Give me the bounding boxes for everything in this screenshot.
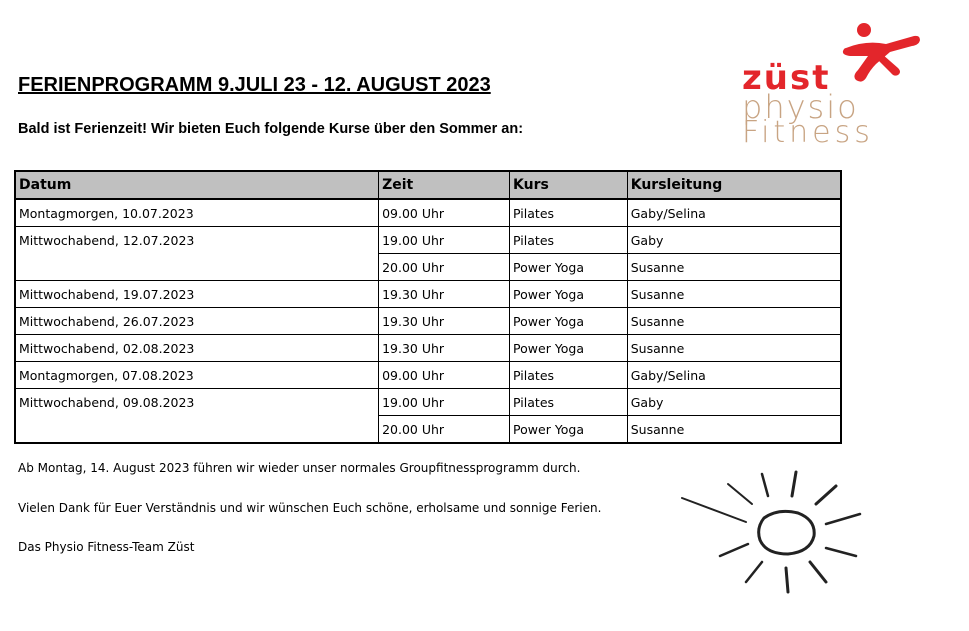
cell-course: Pilates bbox=[510, 227, 628, 254]
table-row bbox=[15, 254, 841, 281]
header-time: Zeit bbox=[379, 171, 510, 199]
header-instructor: Kursleitung bbox=[627, 171, 841, 199]
table-row bbox=[15, 199, 841, 227]
zuest-logo bbox=[738, 18, 938, 148]
table-row bbox=[15, 227, 841, 254]
header-date: Datum bbox=[15, 171, 379, 199]
table-row bbox=[15, 335, 841, 362]
cell-course: Pilates bbox=[510, 389, 628, 416]
cell-instructor: Susanne bbox=[627, 308, 841, 335]
logo-text-zuest: züst bbox=[742, 58, 831, 98]
cell-instructor: Gaby bbox=[627, 389, 841, 416]
course-schedule-table bbox=[14, 170, 842, 444]
logo-text-physio: physio bbox=[742, 88, 859, 126]
cell-time: 19.00 Uhr bbox=[379, 389, 510, 416]
cell-date: Montagmorgen, 10.07.2023 bbox=[15, 199, 379, 227]
cell-time: 20.00 Uhr bbox=[379, 416, 510, 444]
cell-date: Mittwochabend, 26.07.2023 bbox=[15, 308, 379, 335]
cell-time: 19.30 Uhr bbox=[379, 308, 510, 335]
cell-date bbox=[15, 254, 379, 281]
cell-course: Pilates bbox=[510, 199, 628, 227]
table-row bbox=[15, 281, 841, 308]
table-row bbox=[15, 389, 841, 416]
cell-time: 19.00 Uhr bbox=[379, 227, 510, 254]
cell-instructor: Gaby/Selina bbox=[627, 362, 841, 389]
cell-date: Mittwochabend, 09.08.2023 bbox=[15, 389, 379, 416]
cell-instructor: Susanne bbox=[627, 281, 841, 308]
table-row bbox=[15, 362, 841, 389]
cell-course: Power Yoga bbox=[510, 281, 628, 308]
page-title: FERIENPROGRAMM 9.JULI 23 - 12. AUGUST 2023 bbox=[18, 74, 491, 96]
cell-course: Power Yoga bbox=[510, 308, 628, 335]
cell-instructor: Susanne bbox=[627, 335, 841, 362]
cell-course: Power Yoga bbox=[510, 416, 628, 444]
cell-instructor: Gaby/Selina bbox=[627, 199, 841, 227]
cell-date bbox=[15, 416, 379, 444]
cell-time: 09.00 Uhr bbox=[379, 362, 510, 389]
cell-time: 20.00 Uhr bbox=[379, 254, 510, 281]
sun-sketch-icon bbox=[676, 458, 876, 598]
table-row bbox=[15, 308, 841, 335]
return-notice: Ab Montag, 14. August 2023 führen wir wieder unser normales Groupfitnessprogramm durch. bbox=[18, 461, 581, 475]
cell-date: Mittwochabend, 19.07.2023 bbox=[15, 281, 379, 308]
cell-course: Pilates bbox=[510, 362, 628, 389]
table-header-row bbox=[15, 171, 841, 199]
cell-date: Mittwochabend, 02.08.2023 bbox=[15, 335, 379, 362]
cell-course: Power Yoga bbox=[510, 335, 628, 362]
cell-date: Mittwochabend, 12.07.2023 bbox=[15, 227, 379, 254]
cell-date: Montagmorgen, 07.08.2023 bbox=[15, 362, 379, 389]
logo-figure-icon bbox=[836, 18, 926, 88]
cell-course: Power Yoga bbox=[510, 254, 628, 281]
cell-time: 19.30 Uhr bbox=[379, 335, 510, 362]
cell-instructor: Gaby bbox=[627, 227, 841, 254]
cell-time: 19.30 Uhr bbox=[379, 281, 510, 308]
logo-text-fitness: Fitness bbox=[742, 115, 874, 150]
cell-time: 09.00 Uhr bbox=[379, 199, 510, 227]
thanks-text: Vielen Dank für Euer Verständnis und wir wünschen Euch schöne, erholsame und sonnige Ferien. bbox=[18, 501, 602, 515]
header-course: Kurs bbox=[510, 171, 628, 199]
cell-instructor: Susanne bbox=[627, 416, 841, 444]
intro-text: Bald ist Ferienzeit! Wir bieten Euch folgende Kurse über den Sommer an: bbox=[18, 121, 524, 137]
signature-text: Das Physio Fitness-Team Züst bbox=[18, 540, 195, 554]
table-row bbox=[15, 416, 841, 444]
cell-instructor: Susanne bbox=[627, 254, 841, 281]
